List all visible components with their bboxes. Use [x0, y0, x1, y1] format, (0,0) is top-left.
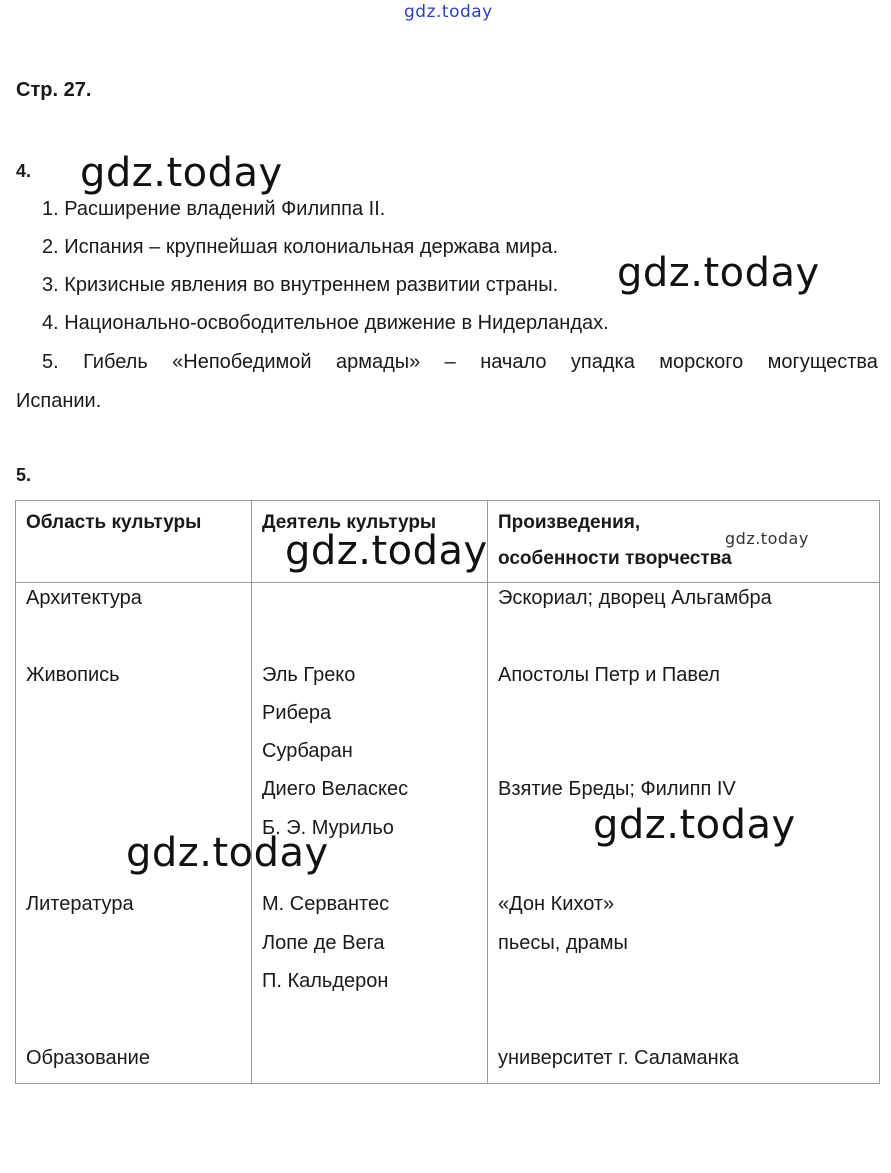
table-cell: Образование — [26, 1047, 150, 1069]
table-cell: Архитектура — [26, 587, 142, 609]
word: 5. — [42, 351, 59, 373]
watermark: gdz.today — [80, 150, 283, 196]
watermark: gdz.today — [285, 528, 488, 574]
list-item: 3. Кризисные явления во внутреннем развитии страны. — [42, 274, 559, 296]
watermark: gdz.today — [126, 830, 329, 876]
watermark: gdz.today — [725, 529, 809, 548]
header-area — [16, 501, 252, 583]
table-cell: Взятие Бреды; Филипп IV — [498, 778, 736, 800]
table-cell: Диего Веласкес — [262, 778, 409, 800]
list-item: 4. Национально-освободительное движение в Нидерландах. — [42, 312, 609, 334]
list-item: 2. Испания – крупнейшая колониальная держава мира. — [42, 236, 559, 258]
list-item-5-continuation: Испании. — [16, 390, 102, 412]
header-label: Деятель культуры — [262, 512, 437, 533]
section-4-number: 4. — [16, 161, 32, 181]
table-cell: Лопе де Вега — [262, 932, 385, 954]
table-cell: университет г. Саламанка — [498, 1047, 739, 1069]
table-cell: Живопись — [26, 664, 120, 686]
word: могущества — [767, 351, 878, 373]
header-label: Произведения, — [498, 512, 641, 533]
table-cell: Б. Э. Мурильо — [262, 817, 394, 839]
header-label: Область культуры — [26, 512, 202, 533]
header-works — [488, 501, 880, 583]
watermark-top: gdz.today — [404, 2, 493, 22]
list-item: 1. Расширение владений Филиппа II. — [42, 198, 386, 220]
word: упадка — [570, 351, 635, 373]
table-cell: П. Кальдерон — [262, 970, 389, 992]
page-title: Стр. 27. — [16, 79, 92, 101]
table-cell: Литература — [26, 893, 134, 915]
word: «Непобедимой — [172, 351, 312, 373]
word: армады» — [335, 351, 421, 373]
table-cell: М. Сервантес — [262, 893, 390, 915]
table-cell: Апостолы Петр и Павел — [498, 664, 720, 686]
word: – — [444, 351, 456, 373]
word: морского — [659, 351, 744, 373]
table-cell: пьесы, драмы — [498, 932, 628, 954]
header-label: особенности творчества — [498, 548, 732, 569]
table-cell: Рибера — [262, 702, 332, 724]
word: начало — [480, 351, 547, 373]
culture-table — [15, 500, 880, 1084]
table-cell: Сурбаран — [262, 740, 353, 762]
watermark: gdz.today — [593, 802, 796, 848]
watermark: gdz.today — [617, 250, 820, 296]
list-item-5 — [42, 351, 878, 374]
table-cell: «Дон Кихот» — [498, 893, 615, 915]
word: Гибель — [83, 351, 148, 373]
section-5-number: 5. — [16, 465, 32, 485]
table-cell: Эль Греко — [262, 664, 356, 686]
table-cell: Эскориал; дворец Альгамбра — [498, 587, 772, 609]
